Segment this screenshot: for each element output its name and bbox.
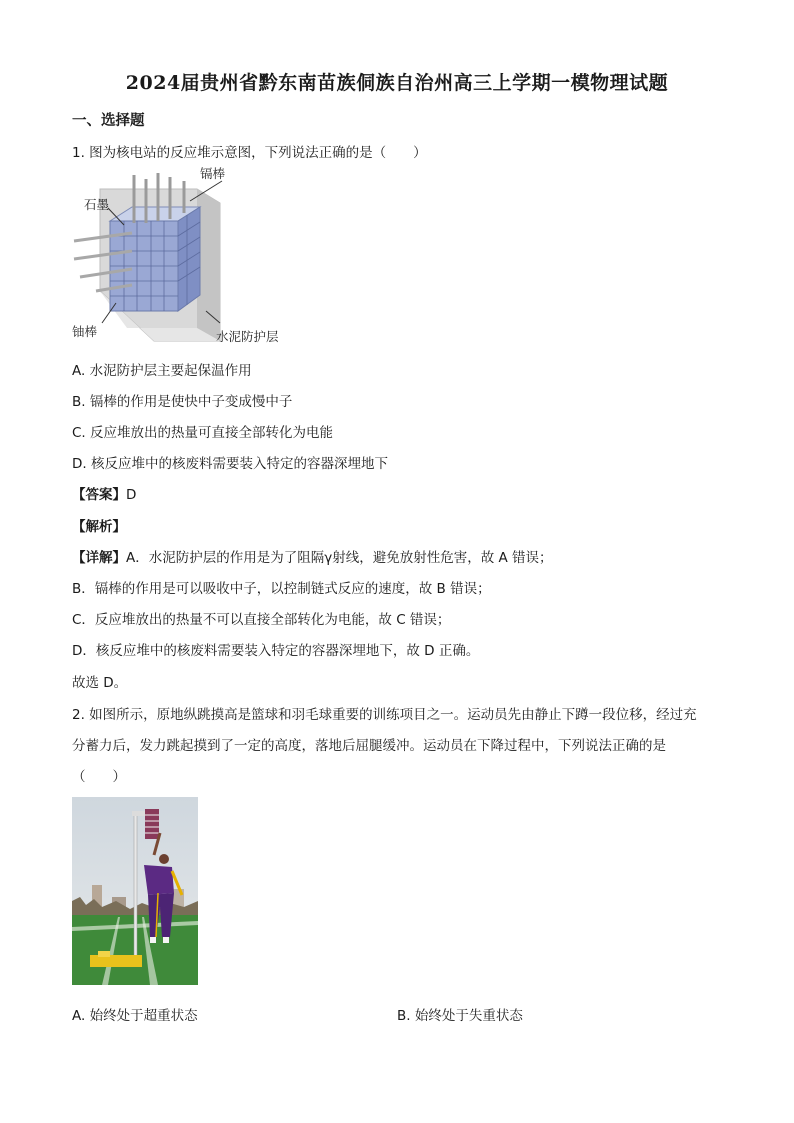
- detail-text-1: A．水泥防护层的作用是为了阻隔γ射线，避免放射性危害，故 A 错误；: [126, 550, 553, 566]
- q1-option-a: A. 水泥防护层主要起保温作用: [72, 363, 252, 379]
- q2-option-a: A. 始终处于超重状态: [72, 1008, 198, 1024]
- q1-option-c: C. 反应堆放出的热量可直接全部转化为电能: [72, 425, 334, 441]
- q1-detail-line-4: D．核反应堆中的核废料需要装入特定的容器深埋地下，故 D 正确。: [72, 643, 480, 659]
- detail-tag: 【详解】: [72, 550, 126, 566]
- q1-option-b: B. 镉棒的作用是使快中子变成慢中子: [72, 394, 293, 410]
- q2-stem-line-2: 分蓄力后，发力跳起摸到了一定的高度，落地后屈腿缓冲。运动员在下降过程中，下列说法正确的是: [72, 738, 666, 754]
- q2-stem-line-1: 2. 如图所示，原地纵跳摸高是篮球和羽毛球重要的训练项目之一。运动员先由静止下蹲一段位移，经过充: [72, 707, 697, 723]
- q1-answer: [72, 483, 136, 503]
- label-cadmium-rod: 镉棒: [200, 166, 226, 181]
- q2-option-b: B. 始终处于失重状态: [397, 1008, 523, 1024]
- section-heading: 一、选择题: [72, 112, 145, 129]
- label-uranium-rod: 铀棒: [72, 324, 98, 339]
- q1-detail-line-3: C．反应堆放出的热量不可以直接全部转化为电能，故 C 错误；: [72, 612, 451, 628]
- page-title: 2024届贵州省黔东南苗族侗族自治州高三上学期一模物理试题: [125, 72, 669, 94]
- label-concrete-layer: 水泥防护层: [216, 329, 279, 344]
- q2-stem-line-3: （ ）: [72, 769, 126, 785]
- q1-option-d: D. 核反应堆中的核废料需要装入特定的容器深埋地下: [72, 456, 388, 472]
- q1-analysis-tag: [72, 515, 126, 535]
- answer-tag: 【答案】: [72, 487, 126, 503]
- analysis-tag: 【解析】: [72, 519, 126, 535]
- answer-value: D: [126, 487, 137, 503]
- label-graphite: 石墨: [84, 197, 110, 212]
- q1-detail-line-2: B．镉棒的作用是可以吸收中子，以控制链式反应的速度，故 B 错误；: [72, 581, 491, 597]
- q1-stem: 1. 图为核电站的反应堆示意图，下列说法正确的是（ ）: [72, 145, 427, 161]
- q1-conclusion: 故选 D。: [72, 675, 128, 691]
- jump-photo: [72, 797, 198, 985]
- graphite-block-shape: [110, 207, 200, 311]
- reactor-diagram: [72, 163, 302, 348]
- q1-detail-line-1: [72, 546, 553, 566]
